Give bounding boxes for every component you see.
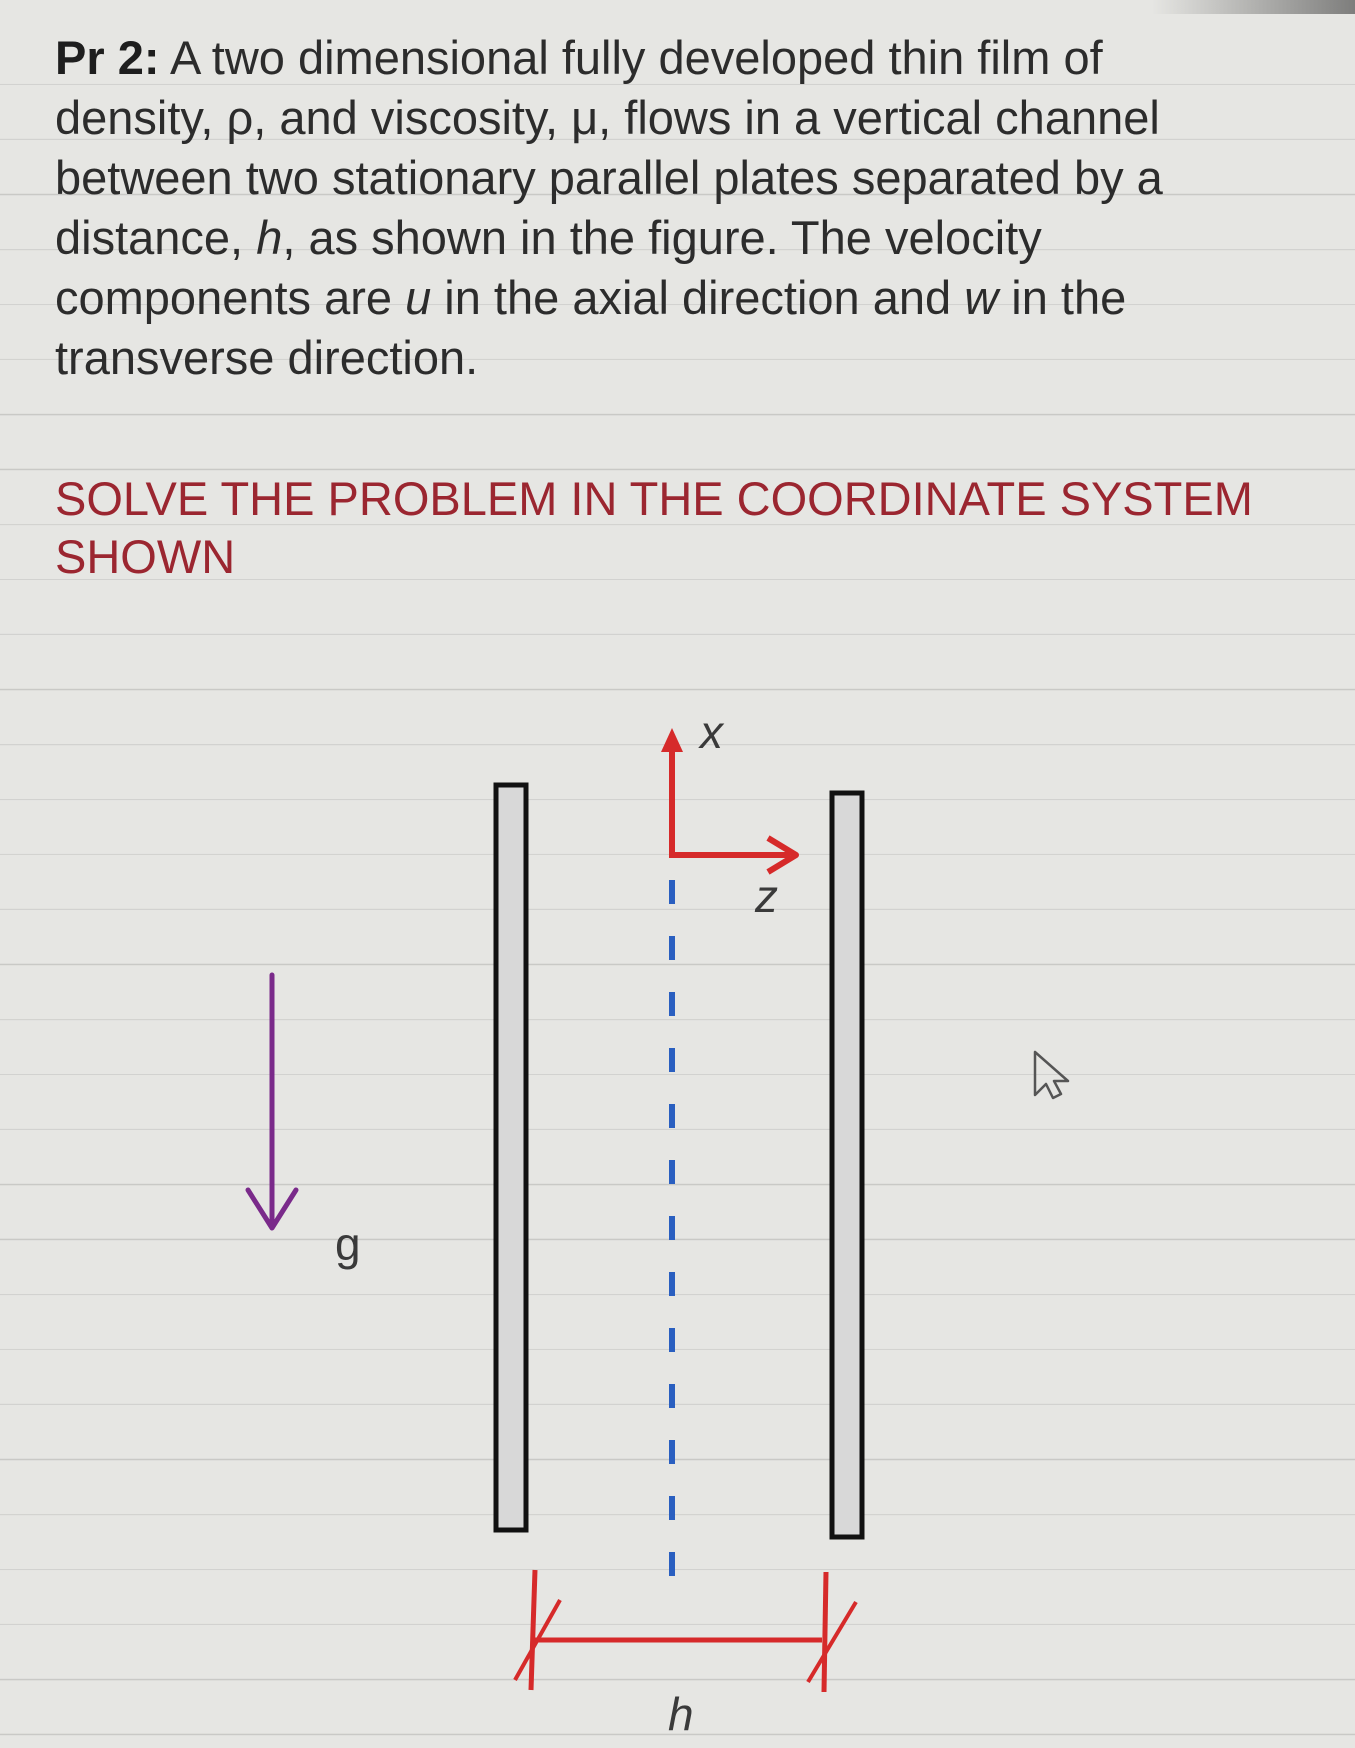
gap-label: h — [668, 1688, 694, 1740]
gravity-arrow — [248, 975, 296, 1228]
gravity-label: g — [335, 1218, 361, 1270]
problem-text-2: , as shown in the figure. The velocity components are — [55, 211, 1042, 324]
left-plate — [496, 785, 526, 1530]
x-axis-arrow — [661, 728, 683, 858]
problem-text-1: A two dimensional fully developed thin film of density, ρ, and viscosity, μ, flows in a vertical channel between two stationary parallel plates separated by a distance, — [55, 31, 1163, 264]
cursor-icon — [1035, 1052, 1068, 1098]
instruction-line-1: SOLVE THE PROBLEM IN THE COORDINATE SYSTEM — [55, 472, 1253, 525]
problem-var-w: w — [964, 271, 999, 324]
problem-text-4: in the transverse direction. — [55, 271, 1127, 384]
x-axis-label: x — [700, 706, 723, 758]
z-axis-label: z — [755, 870, 778, 922]
problem-var-u: u — [405, 271, 432, 324]
instruction-line-2: SHOWN — [55, 530, 236, 583]
gap-dimension — [515, 1570, 856, 1692]
problem-var-h: h — [256, 211, 283, 264]
problem-text-3: in the axial direction and — [431, 271, 965, 324]
right-plate — [832, 793, 862, 1537]
problem-label: Pr 2: — [55, 31, 160, 84]
z-axis-arrow — [672, 838, 796, 872]
